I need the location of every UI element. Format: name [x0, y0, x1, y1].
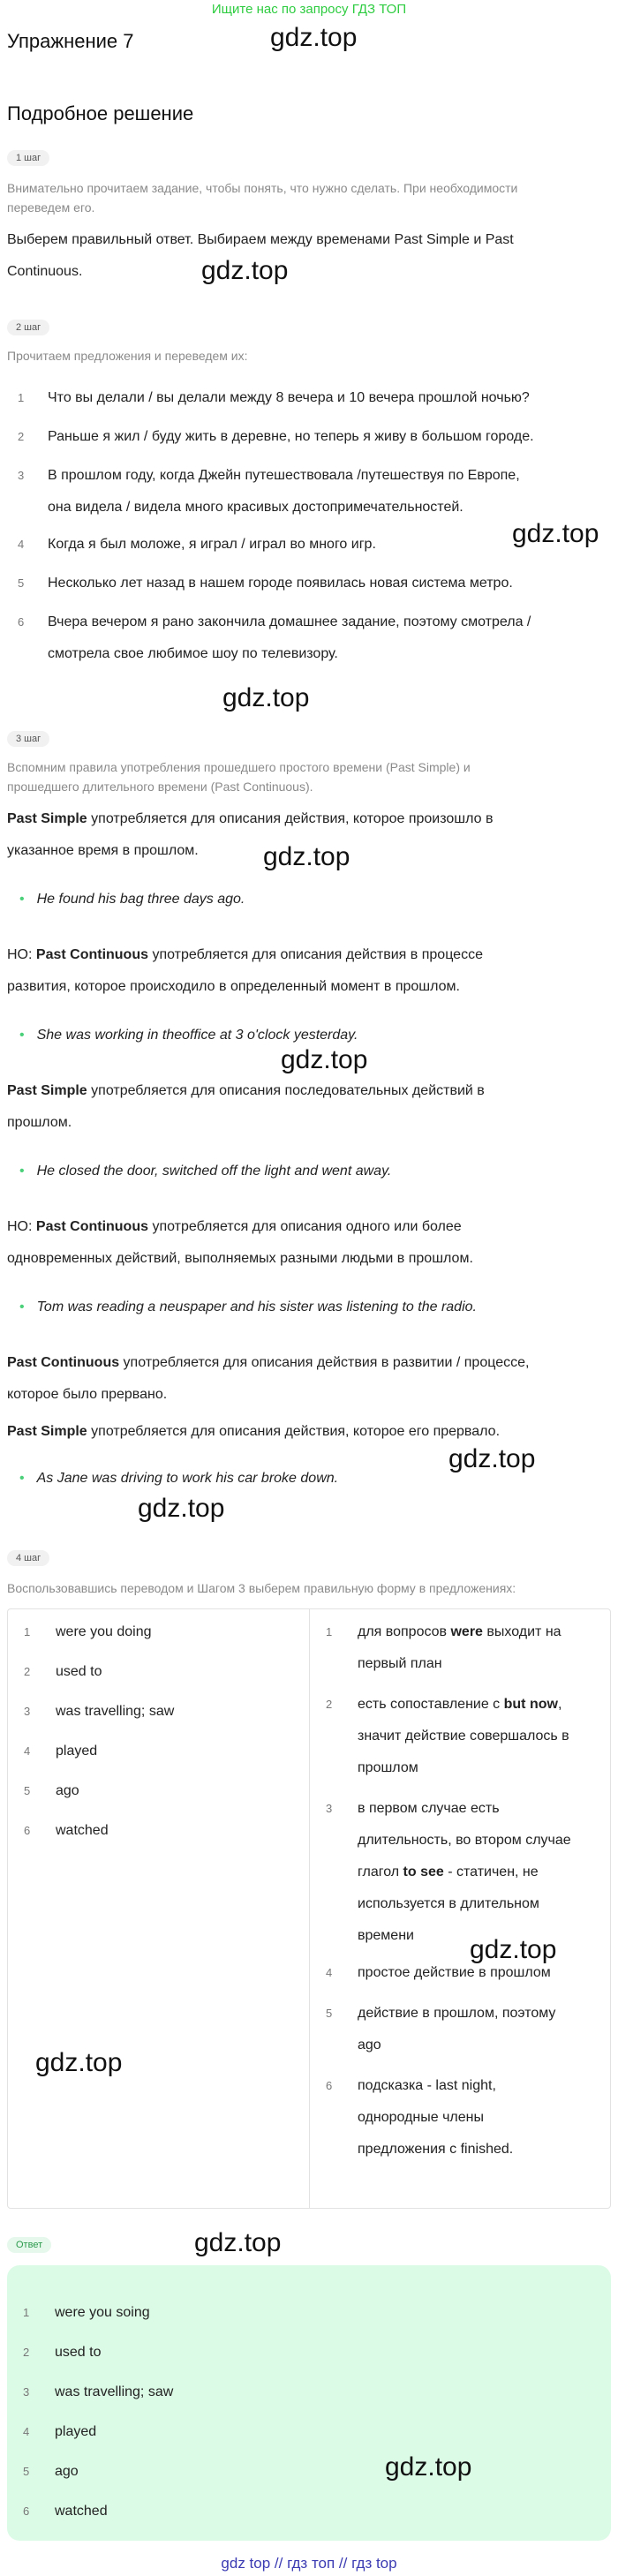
table-row [8, 1696, 174, 1728]
watermark: gdz.top [281, 1045, 368, 1074]
table-row [8, 1775, 79, 1807]
row-text-bold: were [450, 1624, 483, 1639]
rule-prefix: НО: [7, 1219, 36, 1234]
answer-number: 6 [23, 2504, 30, 2518]
top-search-link[interactable]: Ищите нас по запросу ГДЗ ТОП [211, 2, 407, 17]
row-text-part: выходит на [482, 1624, 561, 1639]
step-badge: 1 шаг [7, 150, 49, 166]
list-item [7, 535, 376, 554]
item-number: 1 [18, 391, 25, 404]
watermark: gdz.top [512, 519, 599, 548]
answer-item [7, 2496, 108, 2527]
item-line: Когда я был моложе, я играл / играл во много игр. [48, 537, 376, 552]
rule-line [7, 1211, 473, 1243]
rule [7, 803, 494, 867]
row-text [358, 1998, 555, 2061]
rule-line: прошлом. [7, 1115, 72, 1130]
item-line: В прошлом году, когда Джейн путешествовала /путешествуя по Европе, [48, 468, 520, 483]
rule [7, 939, 483, 1003]
row-text-part: - статичен, не [443, 1864, 539, 1879]
rule-text: употребляется для описания одного или более [148, 1219, 462, 1234]
row-text-line: действие в прошлом, поэтому [358, 2006, 556, 2021]
example: • He found his bag three days ago. [7, 892, 245, 908]
answer-number: 5 [23, 2465, 30, 2478]
item-text [48, 388, 530, 408]
row-number: 1 [24, 1625, 31, 1638]
row-text-line: первый план [358, 1656, 442, 1671]
row-text: watched [56, 1823, 109, 1838]
table-row [8, 1815, 109, 1847]
example: • Tom was reading a neuspaper and his sister was listening to the radio. [7, 1299, 477, 1315]
item-number: 6 [18, 615, 25, 629]
rule-text: употребляется для описания последовательных действий в [87, 1083, 485, 1098]
item-text [48, 460, 520, 523]
answer-number: 4 [23, 2425, 30, 2438]
example: • As Jane was driving to work his car broke down. [7, 1471, 338, 1487]
rule-text: употребляется для описания действия, которое произошло в [87, 811, 494, 826]
table-row [310, 1793, 571, 1952]
hint-line: переведем его. [7, 200, 95, 215]
rule-line: одновременных действий, выполняемых разными людьми в прошлом. [7, 1251, 473, 1266]
step-hint: Воспользовавшись переводом и Шагом 3 выберем правильную форму в предложениях: [7, 1581, 516, 1595]
rule-line: развития, которое происходило в определенный момент в прошлом. [7, 979, 460, 994]
row-number: 3 [326, 1802, 333, 1815]
step-hint: Прочитаем предложения и переведем их: [7, 349, 248, 363]
rule-term: Past Continuous [35, 947, 148, 962]
row-text-bold: but now [503, 1697, 558, 1712]
row-text [358, 2070, 513, 2165]
item-line: Вчера вечером я рано закончила домашнее задание, поэтому смотрела / [48, 614, 531, 629]
example: • He closed the door, switched off the light and went away. [7, 1164, 391, 1179]
row-text: ago [56, 1783, 79, 1798]
hint-line: Вспомним правила употребления прошедшего простого времени (Past Simple) и [7, 760, 471, 774]
row-text [358, 1689, 569, 1784]
row-text [358, 1793, 571, 1952]
answer-badge: Ответ [7, 2237, 51, 2253]
rule-line [7, 1347, 529, 1379]
page-title: Упражнение 7 [7, 30, 134, 52]
row-number: 1 [326, 1625, 333, 1638]
step-badge: 4 шаг [7, 1550, 49, 1566]
answer-text: watched [55, 2504, 108, 2519]
answer-table [7, 1608, 611, 2209]
item-number: 4 [18, 538, 25, 551]
row-number: 5 [24, 1784, 31, 1797]
rule [7, 1211, 473, 1275]
watermark: gdz.top [194, 2228, 282, 2257]
answer-item [7, 2456, 79, 2488]
row-text-line: однородные члены [358, 2110, 484, 2125]
rule-text: употребляется для описания действия, которое его прервало. [87, 1424, 501, 1439]
rule-term: Past Simple [7, 1083, 87, 1098]
row-text-line: предложения с finished. [358, 2142, 514, 2157]
table-row [8, 1616, 152, 1648]
item-line: она видела / видела много красивых достопримечательностей. [48, 500, 464, 515]
answer-number: 1 [23, 2306, 30, 2319]
list-item [7, 427, 534, 447]
step-badge: 3 шаг [7, 731, 49, 747]
watermark: gdz.top [270, 23, 358, 52]
rule-term: Past Simple [7, 811, 87, 826]
step-hint [7, 178, 517, 217]
item-text [48, 535, 376, 554]
item-number: 2 [18, 430, 25, 443]
item-text [48, 606, 531, 670]
row-number: 6 [326, 2079, 333, 2092]
watermark: gdz.top [470, 1935, 557, 1964]
row-text-line: длительность, во втором случае [358, 1833, 571, 1848]
footer-links[interactable]: gdz top // гдз топ // гдз top [221, 2555, 397, 2572]
answer-item [7, 2337, 101, 2369]
row-number: 4 [24, 1744, 31, 1758]
watermark: gdz.top [138, 1494, 225, 1523]
step-hint [7, 757, 471, 796]
rule-prefix: НО: [7, 947, 36, 962]
answer-number: 2 [23, 2346, 30, 2359]
rule-line [7, 1075, 485, 1107]
rule-term: Past Simple [7, 1424, 87, 1439]
rule-line [7, 939, 483, 971]
row-text-part: есть сопоставление с [358, 1697, 504, 1712]
example: • She was working in theoffice at 3 o'clock yesterday. [7, 1028, 358, 1043]
row-number: 2 [24, 1665, 31, 1678]
section-title: Подробное решение [7, 102, 194, 124]
item-line: Раньше я жил / буду жить в деревне, но теперь я живу в большом городе. [48, 429, 534, 444]
table-row [8, 1736, 97, 1767]
row-text: were you doing [56, 1624, 152, 1639]
row-text [358, 1616, 561, 1680]
list-item [7, 388, 530, 408]
row-text-part: , [557, 1697, 562, 1712]
item-line: Несколько лет назад в нашем городе появилась новая система метро. [48, 576, 513, 591]
row-number: 2 [326, 1698, 333, 1711]
row-text-line: подсказка - last night, [358, 2078, 496, 2093]
rule [7, 1416, 500, 1448]
rule-text: употребляется для описания действия в процессе [148, 947, 483, 962]
step-badge: 2 шаг [7, 320, 49, 335]
row-text: played [56, 1744, 98, 1759]
list-item [7, 574, 513, 593]
row-text-line: ago [358, 2037, 381, 2053]
row-text-line: в первом случае есть [358, 1801, 500, 1816]
item-line: Что вы делали / вы делали между 8 вечера и 10 вечера прошлой ночью? [48, 390, 530, 405]
row-text: was travelling; saw [56, 1704, 175, 1719]
item-number: 3 [18, 469, 25, 482]
row-number: 4 [326, 1966, 333, 1979]
watermark: gdz.top [448, 1444, 536, 1473]
table-row [310, 1998, 555, 2061]
answer-box [7, 2265, 611, 2541]
list-item [7, 613, 531, 670]
rule-line [7, 1416, 500, 1448]
watermark: gdz.top [222, 683, 310, 712]
row-number: 3 [24, 1705, 31, 1718]
row-text-line: прошлом [358, 1760, 418, 1775]
rule [7, 1075, 485, 1139]
answer-item [7, 2376, 173, 2408]
table-row [310, 1616, 561, 1680]
answer-number: 3 [23, 2385, 30, 2399]
answer-text: were you soing [55, 2305, 150, 2320]
row-text-part: глагол [358, 1864, 403, 1879]
item-text [48, 574, 513, 593]
rule-line [7, 803, 494, 835]
row-text-bold: to see [403, 1864, 444, 1879]
answer-text: used to [55, 2345, 102, 2360]
text-line: Continuous. [7, 264, 83, 279]
item-text [48, 427, 534, 447]
watermark: gdz.top [263, 842, 350, 871]
answer-item [7, 2297, 150, 2329]
text-line: Выберем правильный ответ. Выбираем между временами Past Simple и Past [7, 232, 514, 247]
row-text-line: значит действие совершалось в [358, 1729, 569, 1744]
rule-line: которое было прервано. [7, 1387, 168, 1402]
answer-text: was travelling; saw [55, 2384, 174, 2399]
answer-text: ago [55, 2464, 79, 2479]
list-item [7, 466, 520, 523]
row-text: простое действие в прошлом [358, 1965, 551, 1980]
answer-text: played [55, 2424, 97, 2439]
row-number: 6 [24, 1824, 31, 1837]
item-line: смотрела свое любимое шоу по телевизору. [48, 646, 338, 661]
rule-text: употребляется для описания действия в развитии / процессе, [119, 1355, 530, 1370]
table-row [310, 1689, 569, 1784]
row-text-part: для вопросов [358, 1624, 451, 1639]
watermark: gdz.top [201, 256, 289, 285]
table-row [8, 1656, 102, 1688]
watermark: gdz.top [385, 2452, 472, 2482]
item-number: 5 [18, 576, 25, 590]
rule [7, 1347, 529, 1411]
row-text-line: используется в длительном [358, 1896, 539, 1911]
table-row [310, 2070, 513, 2165]
watermark: gdz.top [35, 2048, 123, 2077]
answer-item [7, 2416, 96, 2448]
hint-line: прошедшего длительного времени (Past Continuous). [7, 780, 313, 794]
row-number: 5 [326, 2007, 333, 2020]
rule-line: указанное время в прошлом. [7, 843, 199, 858]
row-text-line: времени [358, 1928, 414, 1943]
rule-term: Past Continuous [35, 1219, 148, 1234]
row-text: used to [56, 1664, 102, 1679]
rule-term: Past Continuous [7, 1355, 120, 1370]
hint-line: Внимательно прочитаем задание, чтобы понять, что нужно сделать. При необходимости [7, 181, 518, 195]
